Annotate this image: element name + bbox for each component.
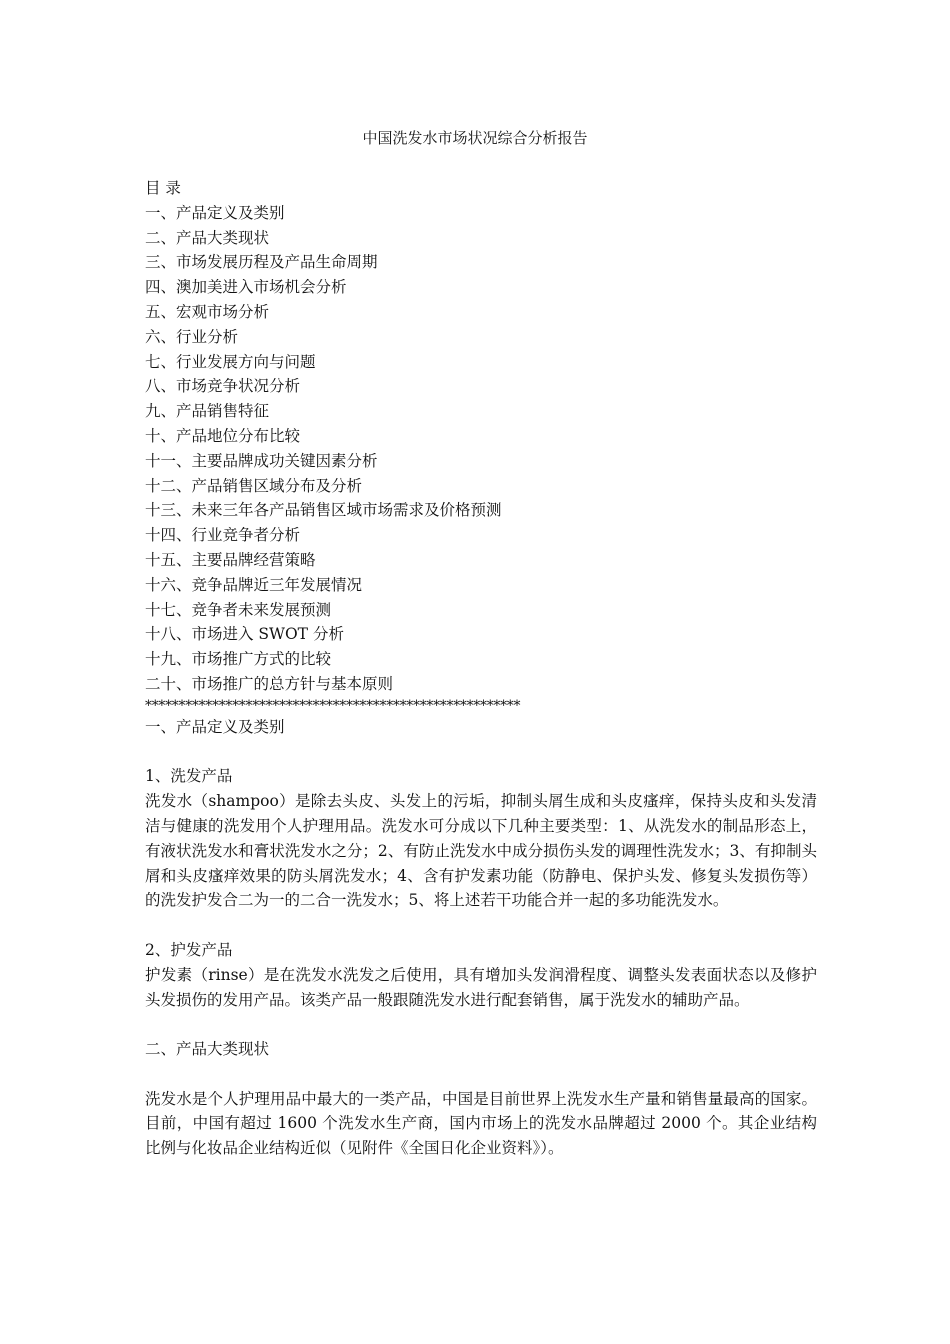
toc-item: 十、产品地位分布比较 <box>145 426 301 445</box>
toc-item: 九、产品销售特征 <box>145 402 270 421</box>
toc-item: 二、产品大类现状 <box>145 228 270 247</box>
toc-item: 十一、主要品牌成功关键因素分析 <box>145 451 378 470</box>
subsection-1-title: 1、洗发产品 <box>145 767 233 786</box>
section-2-paragraph: 洗发水是个人护理用品中最大的一类产品，中国是目前世界上洗发水生产量和销售量最高的国家。目前，中国有超过 1600 个洗发水生产商，国内市场上的洗发水品牌超过 2000 个。其企业结构比例与化妆品企业结构近似（见附件《全国日化企业资料》）。 <box>145 1089 817 1158</box>
toc-item: 三、市场发展历程及产品生命周期 <box>145 253 378 272</box>
document-title: 中国洗发水市场状况综合分析报告 <box>362 129 588 147</box>
toc-item: 六、行业分析 <box>145 327 239 346</box>
document-body <box>145 176 817 1161</box>
toc-item: 十五、主要品牌经营策略 <box>145 550 316 569</box>
toc-list <box>145 201 817 697</box>
subsection-1-paragraph: 洗发水（shampoo）是除去头皮、头发上的污垢，抑制头屑生成和头皮瘙痒，保持头皮和头发清洁与健康的洗发用个人护理用品。洗发水可分成以下几种主要类型：1、从洗发水的制品形态上，有液状洗发水和膏状洗发水之分；2、有防止洗发水中成分损伤头发的调理性洗发水；3、有抑制头屑和头皮瘙痒效果的防头屑洗发水；4、含有护发素功能（防静电、保护头发、修复头发损伤等）的洗发护发合二为一的二合一洗发水；5、将上述若干功能合并一起的多功能洗发水。 <box>145 792 817 910</box>
blank-line <box>145 1062 817 1087</box>
blank-line <box>145 1012 817 1037</box>
toc-item: 十六、竞争品牌近三年发展情况 <box>145 575 363 594</box>
separator-line: ******************************************************** <box>145 697 521 714</box>
toc-item: 五、宏观市场分析 <box>145 302 270 321</box>
toc-item: 八、市场竞争状况分析 <box>145 377 301 396</box>
toc-item: 十九、市场推广方式的比较 <box>145 650 332 669</box>
toc-heading: 目 录 <box>145 179 181 197</box>
blank-line <box>145 740 817 765</box>
blank-line <box>145 913 817 938</box>
toc-item: 十八、市场进入 SWOT 分析 <box>145 625 344 644</box>
subsection-2-paragraph: 护发素（rinse）是在洗发水洗发之后使用，具有增加头发润滑程度、调整头发表面状态以及修护头发损伤的发用产品。该类产品一般跟随洗发水进行配套销售，属于洗发水的辅助产品。 <box>145 965 817 1009</box>
toc-item: 十三、未来三年各产品销售区域市场需求及价格预测 <box>145 501 502 520</box>
toc-item: 一、产品定义及类别 <box>145 203 285 222</box>
toc-item: 十四、行业竞争者分析 <box>145 526 301 545</box>
section-1-title: 一、产品定义及类别 <box>145 717 285 736</box>
toc-item: 十二、产品销售区域分布及分析 <box>145 476 363 495</box>
toc-item: 十七、竞争者未来发展预测 <box>145 600 332 619</box>
toc-item: 二十、市场推广的总方针与基本原则 <box>145 674 394 693</box>
toc-item: 四、澳加美进入市场机会分析 <box>145 278 347 297</box>
subsection-2-title: 2、护发产品 <box>145 940 233 959</box>
toc-item: 七、行业发展方向与问题 <box>145 352 316 371</box>
section-2-title: 二、产品大类现状 <box>145 1040 270 1059</box>
